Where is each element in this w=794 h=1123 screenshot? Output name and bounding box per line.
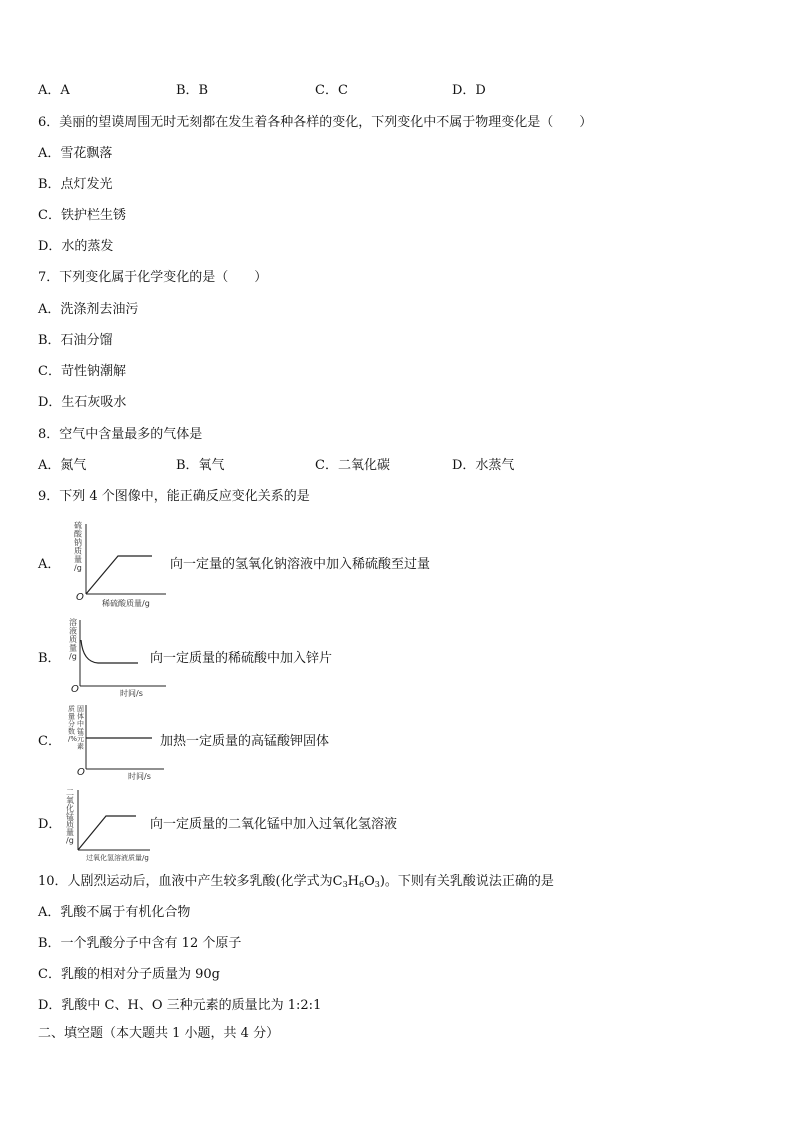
q9-graph-a-xlabel: 稀硫酸质量/g — [102, 599, 150, 608]
q5-option-a: A．A — [38, 83, 70, 98]
q7-option-c: C．苛性钠潮解 — [38, 364, 126, 379]
q8-option-d: D．水蒸气 — [452, 458, 515, 473]
q9-option-d-label: D． — [38, 817, 62, 832]
q9-option-b-label: B． — [38, 651, 61, 666]
q10-formula-c-count: 3 — [342, 880, 348, 889]
q9-graph-d-ylabel: 二氧化锰质量/g — [66, 788, 74, 845]
q7-stem: 7．下列变化属于化学变化的是（ ） — [38, 270, 268, 285]
q10-stem — [38, 874, 554, 890]
q9-graph-d-curve — [78, 816, 136, 850]
q9-graph-b-ylabel: 溶液质量/g — [69, 618, 77, 661]
q9-option-a-label: A． — [38, 557, 61, 572]
q5-option-c: C．C — [315, 83, 348, 98]
q10-stem-pre: 10．人剧烈运动后，血液中产生较多乳酸(化学式为C — [38, 874, 343, 889]
q9-graph-a-origin: O — [76, 592, 84, 603]
q10-option-c: C．乳酸的相对分子质量为 90g — [38, 967, 220, 982]
q9-graph-d-xlabel: 过氧化氢溶液质量/g — [86, 854, 149, 862]
q10-option-b: B．一个乳酸分子中含有 12 个原子 — [38, 936, 242, 951]
q5-option-b: B．B — [176, 83, 209, 98]
q9-option-a-desc: 向一定量的氢氧化钠溶液中加入稀硫酸至过量 — [170, 557, 431, 572]
q6-option-c: C．铁护栏生锈 — [38, 208, 126, 223]
q10-option-a: A．乳酸不属于有机化合物 — [38, 905, 191, 920]
q8-option-a: A．氮气 — [38, 458, 87, 473]
q6-option-b: B．点灯发光 — [38, 177, 113, 192]
q10-formula-h-count: 6 — [359, 880, 365, 889]
q6-stem: 6．美丽的望谟周围无时无刻都在发生着各种各样的变化，下列变化中不属于物理变化是（ ） — [38, 115, 593, 130]
q9-option-c-label: C． — [38, 734, 61, 749]
q9-graph-c-origin: O — [77, 767, 85, 778]
q8-stem: 8．空气中含量最多的气体是 — [38, 427, 203, 442]
q10-option-d: D．乳酸中 C、H、O 三种元素的质量比为 1:2:1 — [38, 998, 322, 1013]
q7-option-b: B．石油分馏 — [38, 333, 113, 348]
q9-graph-b-origin: O — [71, 684, 79, 695]
q7-option-d: D．生石灰吸水 — [38, 395, 127, 410]
q8-options — [38, 458, 738, 474]
q9-graph-c-xlabel: 时间/s — [128, 772, 151, 781]
q9-graph-d — [64, 786, 154, 864]
q5-option-d: D．D — [452, 83, 486, 98]
q6-option-d: D．水的蒸发 — [38, 239, 114, 254]
q5-options — [38, 83, 738, 99]
q10-formula-o: O — [364, 874, 375, 889]
q8-option-b: B．氧气 — [176, 458, 225, 473]
q9-graph-a-ylabel: 硫酸钠质量/g — [74, 521, 82, 573]
section2-title: 二、填空题（本大题共 1 小题，共 4 分） — [38, 1026, 280, 1041]
q10-formula-o-count: 3 — [374, 880, 380, 889]
q9-graph-a — [66, 518, 170, 610]
q7-option-a: A．洗涤剂去油污 — [38, 302, 139, 317]
q9-graph-a-curve — [86, 556, 152, 594]
q9-option-c-desc: 加热一定质量的高锰酸钾固体 — [160, 734, 330, 749]
q9-graph-b-xlabel: 时间/s — [120, 689, 143, 698]
q9-option-d-desc: 向一定质量的二氧化锰中加入过氧化氢溶液 — [150, 817, 398, 832]
q10-stem-post: )。下则有关乳酸说法正确的是 — [379, 874, 554, 889]
q8-option-c: C．二氧化碳 — [315, 458, 390, 473]
q9-graph-c-ylabel: 质量分数/% 固体中锰元素 — [68, 705, 84, 751]
q10-formula-h: H — [347, 874, 359, 889]
q9-option-b-desc: 向一定质量的稀硫酸中加入锌片 — [150, 651, 333, 666]
q9-graph-b-curve — [81, 640, 138, 663]
q9-graph-c — [66, 703, 170, 783]
q6-option-a: A．雪花飘落 — [38, 146, 113, 161]
q9-stem: 9．下列 4 个图像中，能正确反应变化关系的是 — [38, 489, 310, 504]
